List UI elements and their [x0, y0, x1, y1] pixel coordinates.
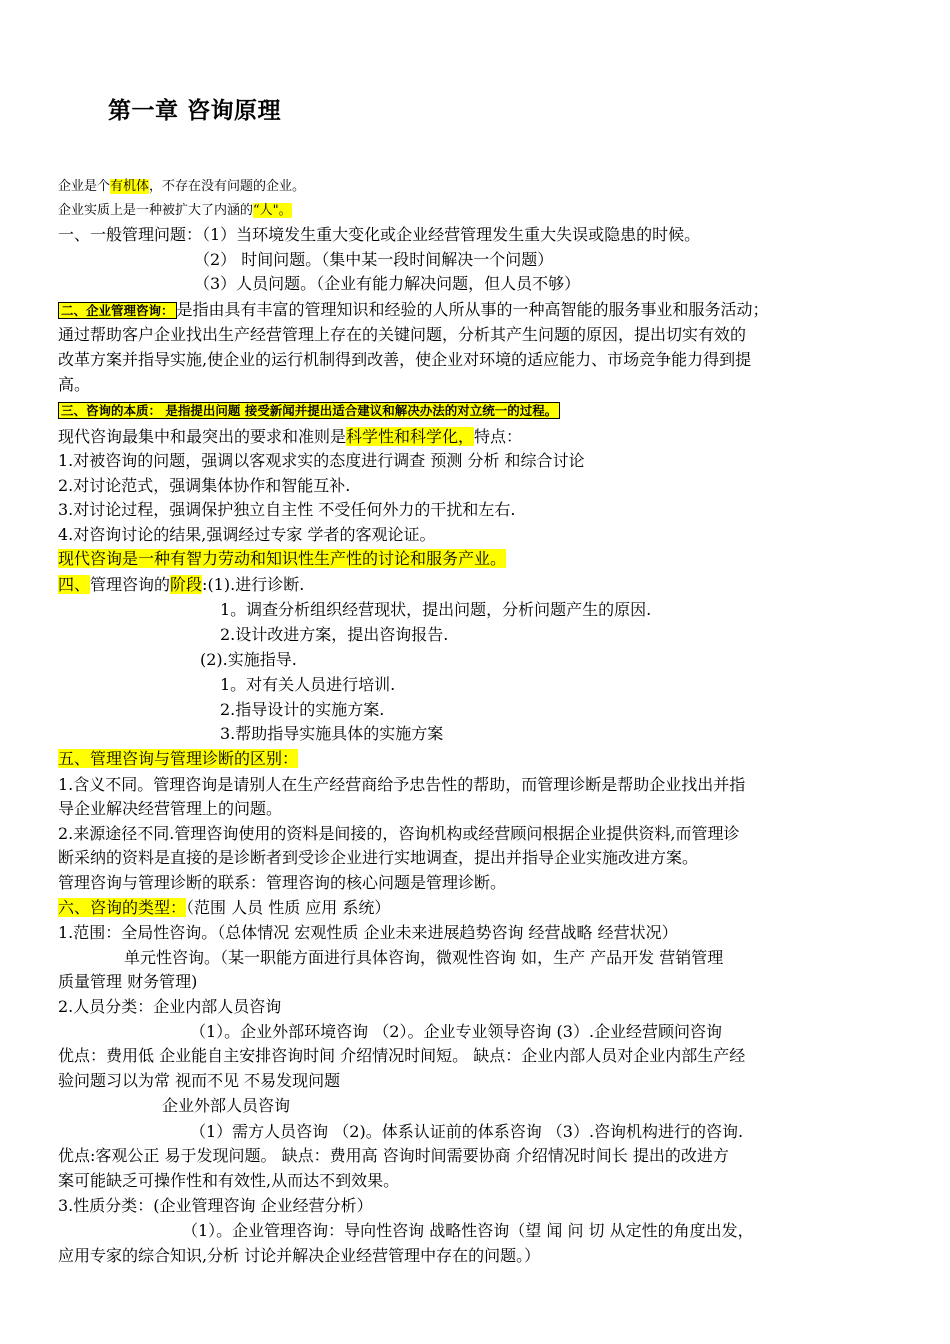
label-text: 三、咨询的本质：: [61, 403, 162, 418]
s3-point-3: 3.对讨论过程，强调保护独立自主性 不受任何外力的干扰和左右.: [58, 500, 516, 519]
s3-summary: [58, 547, 506, 571]
body-text: 现代咨询最集中和最突出的要求和准则是: [58, 427, 347, 446]
s3-heading: [58, 398, 560, 423]
highlight: 现代咨询是一种有智力劳动和知识性生产性的讨论和服务产业。: [58, 549, 507, 568]
highlight: 有机体: [110, 179, 150, 194]
body-text: :(1).进行诊断.: [202, 575, 305, 594]
s1-line-1: 一、一般管理问题：（1）当环境发生重大变化或企业经营管理发生重大失误或隐患的时候。: [58, 225, 701, 244]
highlight: 四、: [58, 575, 91, 594]
s6-line-1: 1.范围：全局性咨询。（总体情况 宏观性质 企业未来进展趋势咨询 经营战略 经营状况）: [58, 923, 678, 942]
s3-point-4: 4.对咨询讨论的结果,强调经过专家 学者的客观论证。: [58, 525, 436, 544]
s6-line-10: 优点:客观公正 易于发现问题。 缺点：费用高 咨询时间需要协商 介绍情况时间长 提出的改进方: [58, 1146, 729, 1165]
intro-text: 企业是个: [58, 179, 111, 194]
intro-text: 企业实质上是一种被扩大了内涵的: [58, 203, 254, 218]
highlight: 五、管理咨询与管理诊断的区别：: [58, 749, 299, 768]
s5-line-3: 2.来源途径不同.管理咨询使用的资料是间接的，咨询机构或经营顾问根据企业提供资料,而管理诊: [58, 824, 740, 843]
s5-line-2: 导企业解决经营管理上的问题。: [58, 799, 283, 818]
section-label: [58, 402, 560, 419]
s6-line-7: 验问题习以为常 视而不见 不易发现问题: [58, 1071, 341, 1090]
s2-line-1: [58, 298, 769, 323]
s4-b0: (2).实施指导.: [200, 650, 297, 669]
s5-line-4: 断采纳的资料是直接的是诊断者到受诊企业进行实地调查，提出并指导企业实施改进方案。: [58, 848, 699, 867]
section-label: 二、企业管理咨询：: [58, 302, 177, 319]
s4-b3: 3.帮助指导实施具体的实施方案: [220, 724, 444, 743]
intro-line-1: [58, 175, 305, 199]
s1-line-2: （2） 时间问题。（集中某一段时间解决一个问题）: [194, 250, 554, 269]
s6-line-8: 企业外部人员咨询: [162, 1096, 291, 1115]
s3-modern: [58, 425, 522, 449]
highlight: 六、咨询的类型：: [58, 898, 187, 917]
body-text: （范围 人员 性质 应用 系统）: [186, 898, 391, 917]
s6-line-9: （1）需方人员咨询 （2)。体系认证前的体系咨询 （3）.咨询机构进行的咨询.: [190, 1122, 744, 1141]
body-text: 特点：: [474, 427, 523, 446]
s6-line-6: 优点：费用低 企业能自主安排咨询时间 介绍情况时间短。 缺点：企业内部人员对企业内部生产经: [58, 1046, 746, 1065]
s5-heading: [58, 747, 298, 771]
s6-line-13: （1）。企业管理咨询：导向性咨询 战略性咨询（望 闻 问 切 从定性的角度出发，: [182, 1221, 754, 1240]
body-text: 是指由具有丰富的管理知识和经验的人所从事的一种高智能的服务事业和服务活动；: [176, 300, 769, 319]
s6-line-3: 质量管理 财务管理): [58, 972, 198, 991]
s6-line-14: 应用专家的综合知识,分析 讨论并解决企业经营管理中存在的问题。）: [58, 1246, 541, 1265]
highlight: 科学性和科学化，: [346, 427, 475, 446]
chapter-title: 第一章 咨询原理: [108, 98, 282, 124]
label-text: 是指提出问题 接受新闻并提出适合建议和解决办法的对立统一的过程。: [165, 403, 558, 418]
s4-b1: 1。对有关人员进行培训.: [220, 675, 396, 694]
s1-line-3: （3）人员问题。（企业有能力解决问题，但人员不够）: [194, 274, 581, 293]
intro-line-2: [58, 199, 292, 223]
s3-point-1: 1.对被咨询的问题，强调以客观求实的态度进行调查 预测 分析 和综合讨论: [58, 451, 585, 470]
s4-a1: 1。调查分析组织经营现状，提出问题，分析问题产生的原因.: [220, 600, 652, 619]
intro-text: ，不存在没有问题的企业。: [149, 179, 306, 194]
s2-line-4: 高。: [58, 375, 91, 394]
s5-line-1: 1.含义不同。管理咨询是请别人在生产经营商给予忠告性的帮助，而管理诊断是帮助企业找出并指: [58, 775, 746, 794]
s6-line-12: 3.性质分类：(企业管理咨询 企业经营分析）: [58, 1196, 373, 1215]
body-text: 管理咨询的: [90, 575, 171, 594]
s4-heading: [58, 573, 304, 597]
highlight: 阶段: [170, 575, 203, 594]
s6-line-2: 单元性咨询。（某一职能方面进行具体咨询，微观性咨询 如，生产 产品开发 营销管理: [124, 948, 724, 967]
s4-a2: 2.设计改进方案，提出咨询报告.: [220, 625, 449, 644]
s2-line-2: 通过帮助客户企业找出生产经营管理上存在的关键问题，分析其产生问题的原因，提出切实有效的: [58, 325, 747, 344]
s3-point-2: 2.对讨论范式，强调集体协作和智能互补.: [58, 476, 351, 495]
s2-line-3: 改革方案并指导实施,使企业的运行机制得到改善，使企业对环境的适应能力、市场竞争能力得到提: [58, 350, 752, 369]
s4-b2: 2.指导设计的实施方案.: [220, 700, 385, 719]
s5-line-5: 管理咨询与管理诊断的联系：管理咨询的核心问题是管理诊断。: [58, 873, 507, 892]
s6-line-11: 案可能缺乏可操作性和有效性,从而达不到效果。: [58, 1171, 400, 1190]
s6-line-5: （1）。企业外部环境咨询 （2）。企业专业领导咨询 (3）.企业经营顾问咨询: [190, 1022, 723, 1041]
s6-line-4: 2.人员分类：企业内部人员咨询: [58, 997, 282, 1016]
s6-heading: [58, 896, 390, 920]
highlight: “人"。: [253, 203, 292, 218]
